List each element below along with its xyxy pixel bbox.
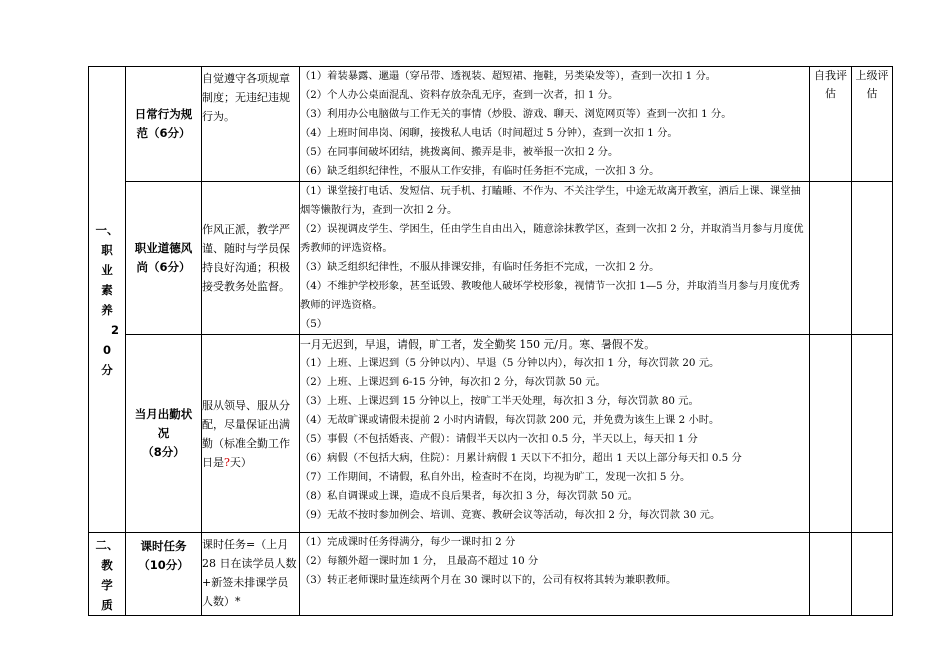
item-title-line: 当月出勤状 [134,407,193,421]
category-digit: 0 [102,342,111,357]
requirement-tail: 天） [229,455,252,469]
category-char: 质 [101,598,113,612]
item-requirement [202,335,300,533]
upper-evaluation-cell [852,335,893,533]
rule-line: （1）着装暴露、邋遢（穿吊带、透视装、超短裙、拖鞋，另类染发等），查到一次扣 1 分。 [300,70,717,82]
self-evaluation-cell [810,335,852,533]
requirement-placeholder: ? [224,455,230,469]
rule-line: （5）事假（不包括婚丧、产假）：请假半天以内一次扣 0.5 分，半天以上，每天扣 1 分 [300,433,698,445]
attendance-bonus-note: 一月无迟到，早退，请假，旷工者，发全勤奖 150 元/月。寒、暑假不发。 [300,338,656,351]
category-digit: 2 [110,322,119,337]
rule-line: （2）误视调皮学生、学困生，任由学生自由出入，随意涂抹教学区，查到一次扣 2 分，并取消当月参与月度优秀教师的评选资格。 [300,223,804,254]
category-char: 业 [101,262,113,277]
rule-line: （3）转正老师课时量连续两个月在 30 课时以下的，公司有权将其转为兼职教师。 [300,574,677,586]
item-title [126,67,202,182]
rule-line: （1）上班、上课迟到（5 分钟以内）、早退（5 分钟以内），每次扣 1 分，每次罚款 20 元。 [300,357,720,369]
item-title [126,182,202,335]
rule-line: （1）完成课时任务得满分，每少一课时扣 2 分 [300,536,516,548]
item-title-line: 职业道德风 [134,241,193,255]
row-professional-ethics [89,182,893,335]
rule-line: （4）上班时间串岗、闲聊，接拨私人电话（时间超过 5 分钟），查到一次扣 1 分。 [300,127,678,139]
row-daily-conduct [89,67,893,182]
row-attendance [89,335,893,533]
upper-evaluation-label: 上级评估 [855,69,889,100]
category-char: 一、 [95,222,119,237]
item-title-line: 范（6分） [136,126,191,140]
item-score: （10分） [138,558,189,572]
item-rules [300,533,810,616]
category-char: 素 [101,282,113,297]
item-rules [300,67,810,182]
self-evaluation-label: 自我评估 [814,69,847,100]
item-title-line: 课时任务 [140,539,187,553]
category-professional-quality [89,67,126,533]
row-class-hours [89,533,893,616]
item-rules [300,335,810,533]
rule-line: （6）缺乏组织纪律性，不服从工作安排，有临时任务拒不完成，一次扣 3 分。 [300,165,660,177]
category-char: 养 [101,302,113,317]
self-evaluation-cell [810,533,852,616]
item-requirement: 自觉遵守各项规章制度；无违纪违规行为。 [202,67,300,182]
rule-line: （3）上班、上课迟到 15 分钟以上，按旷工半天处理，每次扣 3 分，每次罚款 80 元。 [300,395,699,407]
category-char: 学 [101,578,113,592]
rule-line: （4）不维护学校形象，甚至诋毁、教唆他人破坏学校形象，视情节一次扣 1—5 分，并取消当月参与月度优秀教师的评选资格。 [300,280,800,311]
requirement-text: 服从领导、服从分配，尽量保证出满勤（标准全勤工作日是 [202,398,290,469]
item-title-line: 尚（6分） [136,260,191,274]
upper-evaluation-cell [852,67,893,182]
rule-line: （8）私自调课或上课，造成不良后果者，每次扣 3 分，每次罚款 50 元。 [300,490,638,502]
rule-line: （2）每额外超一课时加 1 分， 且最高不超过 10 分 [300,555,539,567]
item-requirement: 课时任务=（上月 28 日在读学员人数+新签未排课学员人数）* [202,533,300,616]
rule-line: （2）上班、上课迟到 6-15 分钟，每次扣 2 分，每次罚款 50 元。 [300,376,606,388]
rule-line: （5）在同事间破坏团结，挑拨离间、搬弄是非，被举报一次扣 2 分。 [300,146,619,158]
category-char: 教 [101,558,113,572]
rule-line: （3）缺乏组织纪律性，不服从排课安排，有临时任务拒不完成，一次扣 2 分。 [300,261,660,273]
rule-line: （9）无故不按时参加例会、培训、竞赛、教研会议等活动，每次扣 2 分，每次罚款 30 元。 [300,509,721,521]
item-title-line: 况 [157,426,170,440]
category-char: 分 [101,362,113,377]
rule-line: （2）个人办公桌面混乱、资料存放杂乱无序，查到一次者，扣 1 分。 [300,89,619,101]
item-title [126,533,202,616]
evaluation-table [88,66,893,616]
item-rules [300,182,810,335]
rule-line: （6）病假（不包括大病，住院）：月累计病假 1 天以下不扣分，超出 1 天以上部分每天扣 0.5 分 [300,452,742,464]
item-requirement: 作风正派，教学严谨、随时与学员保持良好沟通；积极接受教务处监督。 [202,182,300,335]
rule-line: （5） [300,318,328,330]
self-evaluation-cell [810,67,852,182]
self-evaluation-cell [810,182,852,335]
rule-line: （1）课堂接打电话、发短信、玩手机、打瞌睡、不作为、不关注学生，中途无故离开教室，酒后上课、课堂抽烟等懒散行为，查到一次扣 2 分。 [300,185,801,216]
item-score: （8分） [142,445,185,459]
upper-evaluation-cell [852,182,893,335]
item-title-line: 日常行为规 [134,107,193,121]
rule-line: （3）利用办公电脑做与工作无关的事情（炒股、游戏、聊天、浏览网页等）查到一次扣 1 分。 [300,108,732,120]
category-char: 职 [101,242,113,257]
rule-line: （7）工作期间，不请假，私自外出，检查时不在岗，均视为旷工，发现一次扣 5 分。 [300,471,691,483]
item-title [126,335,202,533]
rule-line: （4）无故旷课或请假未提前 2 小时内请假，每次罚款 200 元，并免费为该生上课 2 小时。 [300,414,720,426]
upper-evaluation-cell [852,533,893,616]
category-char: 二、 [95,538,119,552]
category-teaching-quality [89,533,126,616]
